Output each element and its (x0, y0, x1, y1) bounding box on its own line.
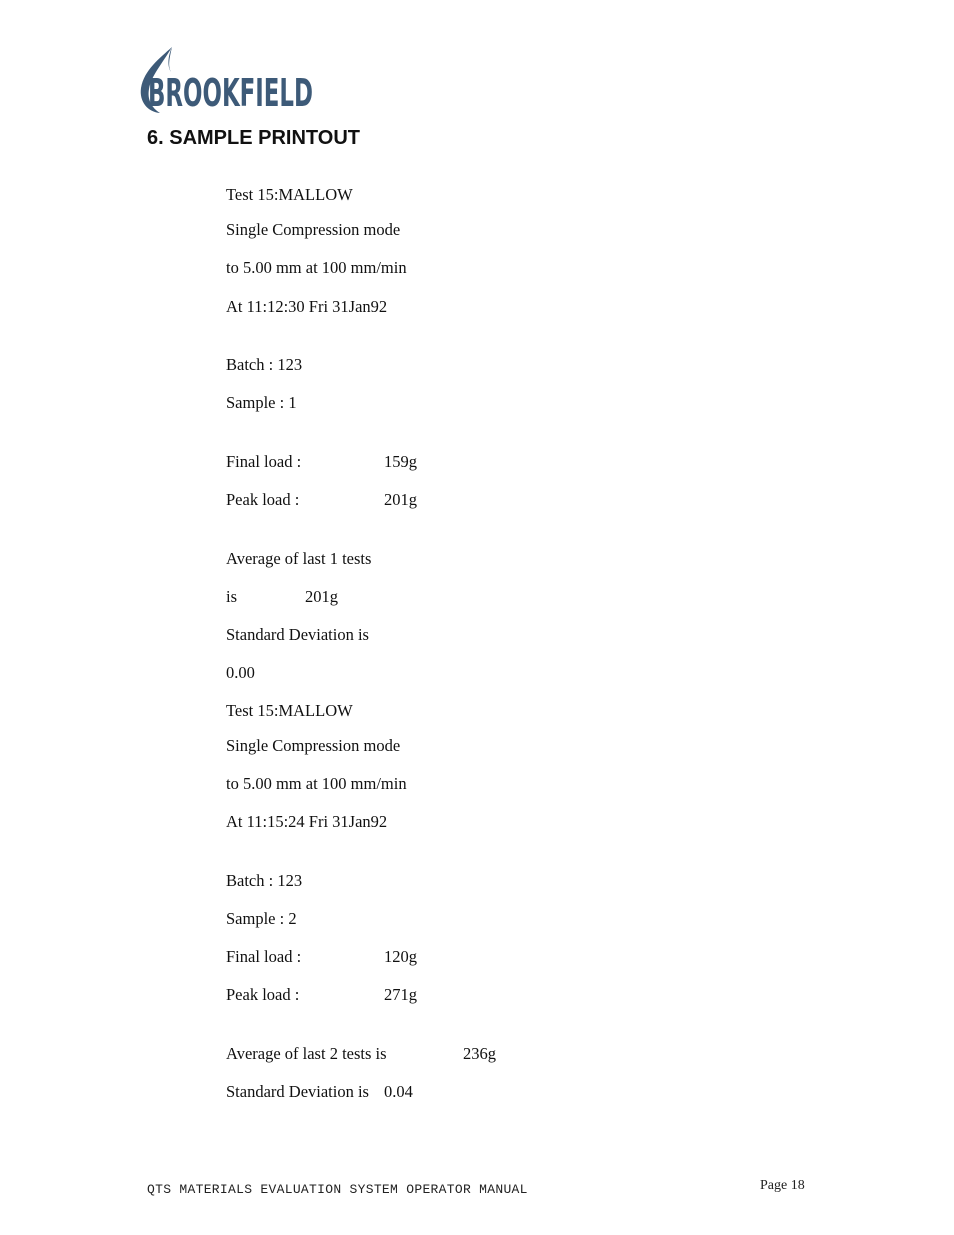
peak-load-label-2: Peak load : (226, 985, 300, 1004)
logo-text: BROOKFIELD (148, 71, 313, 115)
brookfield-logo (138, 44, 316, 116)
timestamp-2: At 11:15:24 Fri 31Jan92 (226, 812, 388, 831)
std-label-1: Standard Deviation is (226, 625, 369, 644)
std-value-2: 0.04 (384, 1082, 413, 1101)
average-label-2: Average of last 2 tests is (226, 1044, 387, 1063)
final-load-label-1: Final load : (226, 452, 302, 471)
peak-load-label-1: Peak load : (226, 490, 300, 509)
distance-1: to 5.00 mm at 100 mm/min (226, 258, 407, 277)
test-name-1: Test 15:MALLOW (226, 185, 353, 204)
final-load-value-2: 120g (384, 947, 417, 966)
timestamp-1: At 11:12:30 Fri 31Jan92 (226, 297, 388, 316)
average-label-1: Average of last 1 tests (226, 549, 372, 568)
batch-2: Batch : 123 (226, 871, 303, 890)
page-number: Page 18 (760, 1178, 805, 1193)
average-value-1: 201g (305, 587, 338, 606)
final-load-value-1: 159g (384, 452, 417, 471)
section-heading: 6. SAMPLE PRINTOUT (147, 127, 360, 149)
mode-1: Single Compression mode (226, 220, 401, 239)
sample-1: Sample : 1 (226, 393, 297, 412)
peak-load-value-1: 201g (384, 490, 417, 509)
std-value-1: 0.00 (226, 663, 255, 682)
distance-2: to 5.00 mm at 100 mm/min (226, 774, 407, 793)
mode-2: Single Compression mode (226, 736, 401, 755)
is-label-1: is (226, 587, 238, 606)
final-load-label-2: Final load : (226, 947, 302, 966)
footer-manual-title: QTS MATERIALS EVALUATION SYSTEM OPERATOR MANUAL (147, 1182, 528, 1197)
batch-1: Batch : 123 (226, 355, 303, 374)
average-value-2: 236g (463, 1044, 496, 1063)
peak-load-value-2: 271g (384, 985, 417, 1004)
std-label-2: Standard Deviation is (226, 1082, 369, 1101)
sample-2: Sample : 2 (226, 909, 297, 928)
test-name-2: Test 15:MALLOW (226, 701, 353, 720)
